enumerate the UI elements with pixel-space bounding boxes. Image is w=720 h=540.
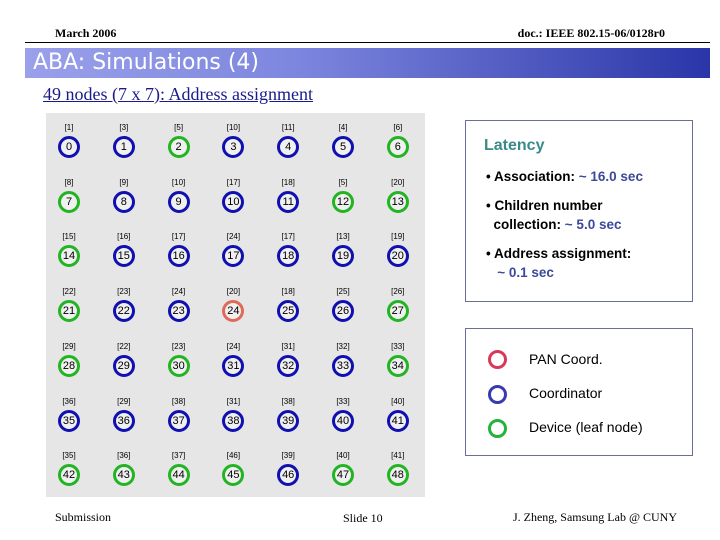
node-address-label: [15] — [62, 232, 76, 242]
node-address-label: [4] — [338, 123, 348, 132]
node-address-label: [20] — [391, 177, 405, 187]
title-bar — [25, 48, 710, 78]
footer-submission: Submission — [55, 510, 112, 524]
node-address-label: [18] — [281, 287, 295, 297]
node-device: 2 — [168, 136, 190, 158]
node-coordinator: 1 — [113, 136, 135, 158]
node-address-label: [3] — [119, 123, 129, 132]
node-coordinator: 10 — [222, 191, 244, 213]
legend-box — [465, 328, 693, 456]
node-coordinator: 26 — [332, 300, 354, 322]
node-address-label: [29] — [62, 341, 76, 351]
header-divider — [25, 42, 710, 43]
node-coordinator: 18 — [277, 245, 299, 267]
node-address-label: [10] — [171, 177, 186, 187]
node-address-label: [9] — [119, 177, 129, 187]
node-coordinator: 8 — [113, 191, 135, 213]
node-address-label: [19] — [391, 232, 405, 242]
node-coordinator: 16 — [168, 245, 190, 267]
node-pan: 24 — [222, 300, 244, 322]
node-address-label: [20] — [226, 287, 241, 297]
node-coordinator: 15 — [113, 245, 135, 267]
slide-title: ABA: Simulations (4) — [33, 50, 260, 75]
node-coordinator: 38 — [222, 410, 244, 432]
node-address-label: [6] — [393, 123, 403, 132]
node-address-label: [26] — [391, 287, 405, 297]
node-device: 44 — [168, 464, 190, 486]
address-label: • Address assignment: — [486, 246, 632, 261]
node-coordinator: 29 — [113, 355, 135, 377]
node-address-label: [33] — [336, 396, 350, 406]
latency-address — [486, 244, 631, 282]
node-device: 14 — [58, 245, 80, 267]
node-address-label: [25] — [336, 287, 350, 297]
node-device: 6 — [387, 136, 409, 158]
latency-title: Latency — [484, 137, 545, 154]
node-address-label: [22] — [117, 341, 131, 351]
node-address-label: [35] — [62, 451, 76, 461]
children-label-cont: collection: — [493, 217, 562, 232]
node-address-label: [31] — [226, 396, 241, 406]
node-address-label: [37] — [171, 451, 186, 461]
node-address-label: [39] — [281, 451, 295, 461]
legend-device: Device (leaf node) — [529, 419, 643, 435]
node-address-label: [31] — [281, 341, 295, 351]
children-label: • Children number — [486, 198, 603, 213]
node-coordinator: 17 — [222, 245, 244, 267]
node-device: 30 — [168, 355, 190, 377]
node-coordinator: 31 — [222, 355, 244, 377]
node-device: 7 — [58, 191, 80, 213]
node-coordinator: 0 — [58, 136, 80, 158]
node-address-label: [24] — [226, 341, 241, 351]
node-address-label: [23] — [171, 341, 186, 351]
node-coordinator: 39 — [277, 410, 299, 432]
node-coordinator: 19 — [332, 245, 354, 267]
node-address-label: [38] — [171, 396, 186, 406]
node-coordinator: 32 — [277, 355, 299, 377]
node-coordinator: 4 — [277, 136, 299, 158]
node-coordinator: 33 — [332, 355, 354, 377]
node-address-label: [29] — [117, 396, 131, 406]
node-coordinator: 46 — [277, 464, 299, 486]
node-device: 21 — [58, 300, 80, 322]
node-device: 28 — [58, 355, 80, 377]
node-address-label: [5] — [174, 123, 184, 132]
node-address-label: [17] — [171, 232, 186, 242]
node-device: 12 — [332, 191, 354, 213]
node-address-label: [18] — [281, 177, 295, 187]
node-coordinator: 40 — [332, 410, 354, 432]
node-address-label: [24] — [226, 232, 241, 242]
node-coordinator: 41 — [387, 410, 409, 432]
node-address-label: [33] — [391, 341, 405, 351]
latency-children — [486, 196, 621, 234]
node-address-label: [10] — [226, 123, 241, 132]
node-device: 13 — [387, 191, 409, 213]
footer-slide-number: Slide 10 — [343, 511, 383, 525]
node-coordinator: 9 — [168, 191, 190, 213]
node-address-label: [32] — [336, 341, 350, 351]
node-address-label: [36] — [62, 396, 76, 406]
legend-coordinator: Coordinator — [529, 385, 603, 401]
node-coordinator: 35 — [58, 410, 80, 432]
association-value: ~ 16.0 sec — [578, 169, 643, 184]
node-coordinator: 37 — [168, 410, 190, 432]
device-ring-icon — [488, 419, 507, 438]
association-label: • Association: — [486, 169, 575, 184]
node-device: 43 — [113, 464, 135, 486]
node-device: 34 — [387, 355, 409, 377]
node-coordinator: 3 — [222, 136, 244, 158]
coordinator-ring-icon — [488, 385, 507, 404]
node-address-label: [46] — [226, 451, 241, 461]
node-address-label: [41] — [391, 451, 405, 461]
node-address-label: [40] — [391, 396, 405, 406]
legend-pan: PAN Coord. — [529, 351, 603, 367]
node-address-label: [40] — [336, 451, 350, 461]
node-device: 48 — [387, 464, 409, 486]
node-address-label: [16] — [117, 232, 131, 242]
node-address-label: [11] — [281, 123, 295, 132]
node-coordinator: 23 — [168, 300, 190, 322]
node-coordinator: 36 — [113, 410, 135, 432]
header-doc-id: doc.: IEEE 802.15-06/0128r0 — [517, 26, 665, 40]
children-value: ~ 5.0 sec — [564, 217, 622, 232]
node-device: 42 — [58, 464, 80, 486]
node-coordinator: 25 — [277, 300, 299, 322]
header-date: March 2006 — [55, 26, 117, 40]
node-coordinator: 22 — [113, 300, 135, 322]
node-address-label: [1] — [64, 123, 74, 132]
node-address-label: [5] — [338, 177, 348, 187]
latency-association — [486, 167, 643, 186]
node-address-label: [24] — [171, 287, 186, 297]
node-address-label: [17] — [281, 232, 295, 242]
node-address-label: [13] — [336, 232, 350, 242]
address-value: ~ 0.1 sec — [497, 265, 554, 280]
pan-coord-ring-icon — [488, 350, 507, 369]
node-coordinator: 11 — [277, 191, 299, 213]
footer-author: J. Zheng, Samsung Lab @ CUNY — [512, 510, 677, 524]
node-address-label: [8] — [64, 177, 74, 187]
node-coordinator: 20 — [387, 245, 409, 267]
latency-box — [465, 120, 693, 302]
node-address-label: [22] — [62, 287, 76, 297]
node-coordinator: 5 — [332, 136, 354, 158]
slide-subtitle: 49 nodes (7 x 7): Address assignment — [43, 84, 313, 104]
node-device: 27 — [387, 300, 409, 322]
node-address-label: [23] — [117, 287, 131, 297]
node-grid — [46, 113, 425, 497]
node-device: 47 — [332, 464, 354, 486]
node-device: 45 — [222, 464, 244, 486]
node-address-label: [17] — [226, 177, 241, 187]
node-address-label: [36] — [117, 451, 131, 461]
node-address-label: [38] — [281, 396, 295, 406]
